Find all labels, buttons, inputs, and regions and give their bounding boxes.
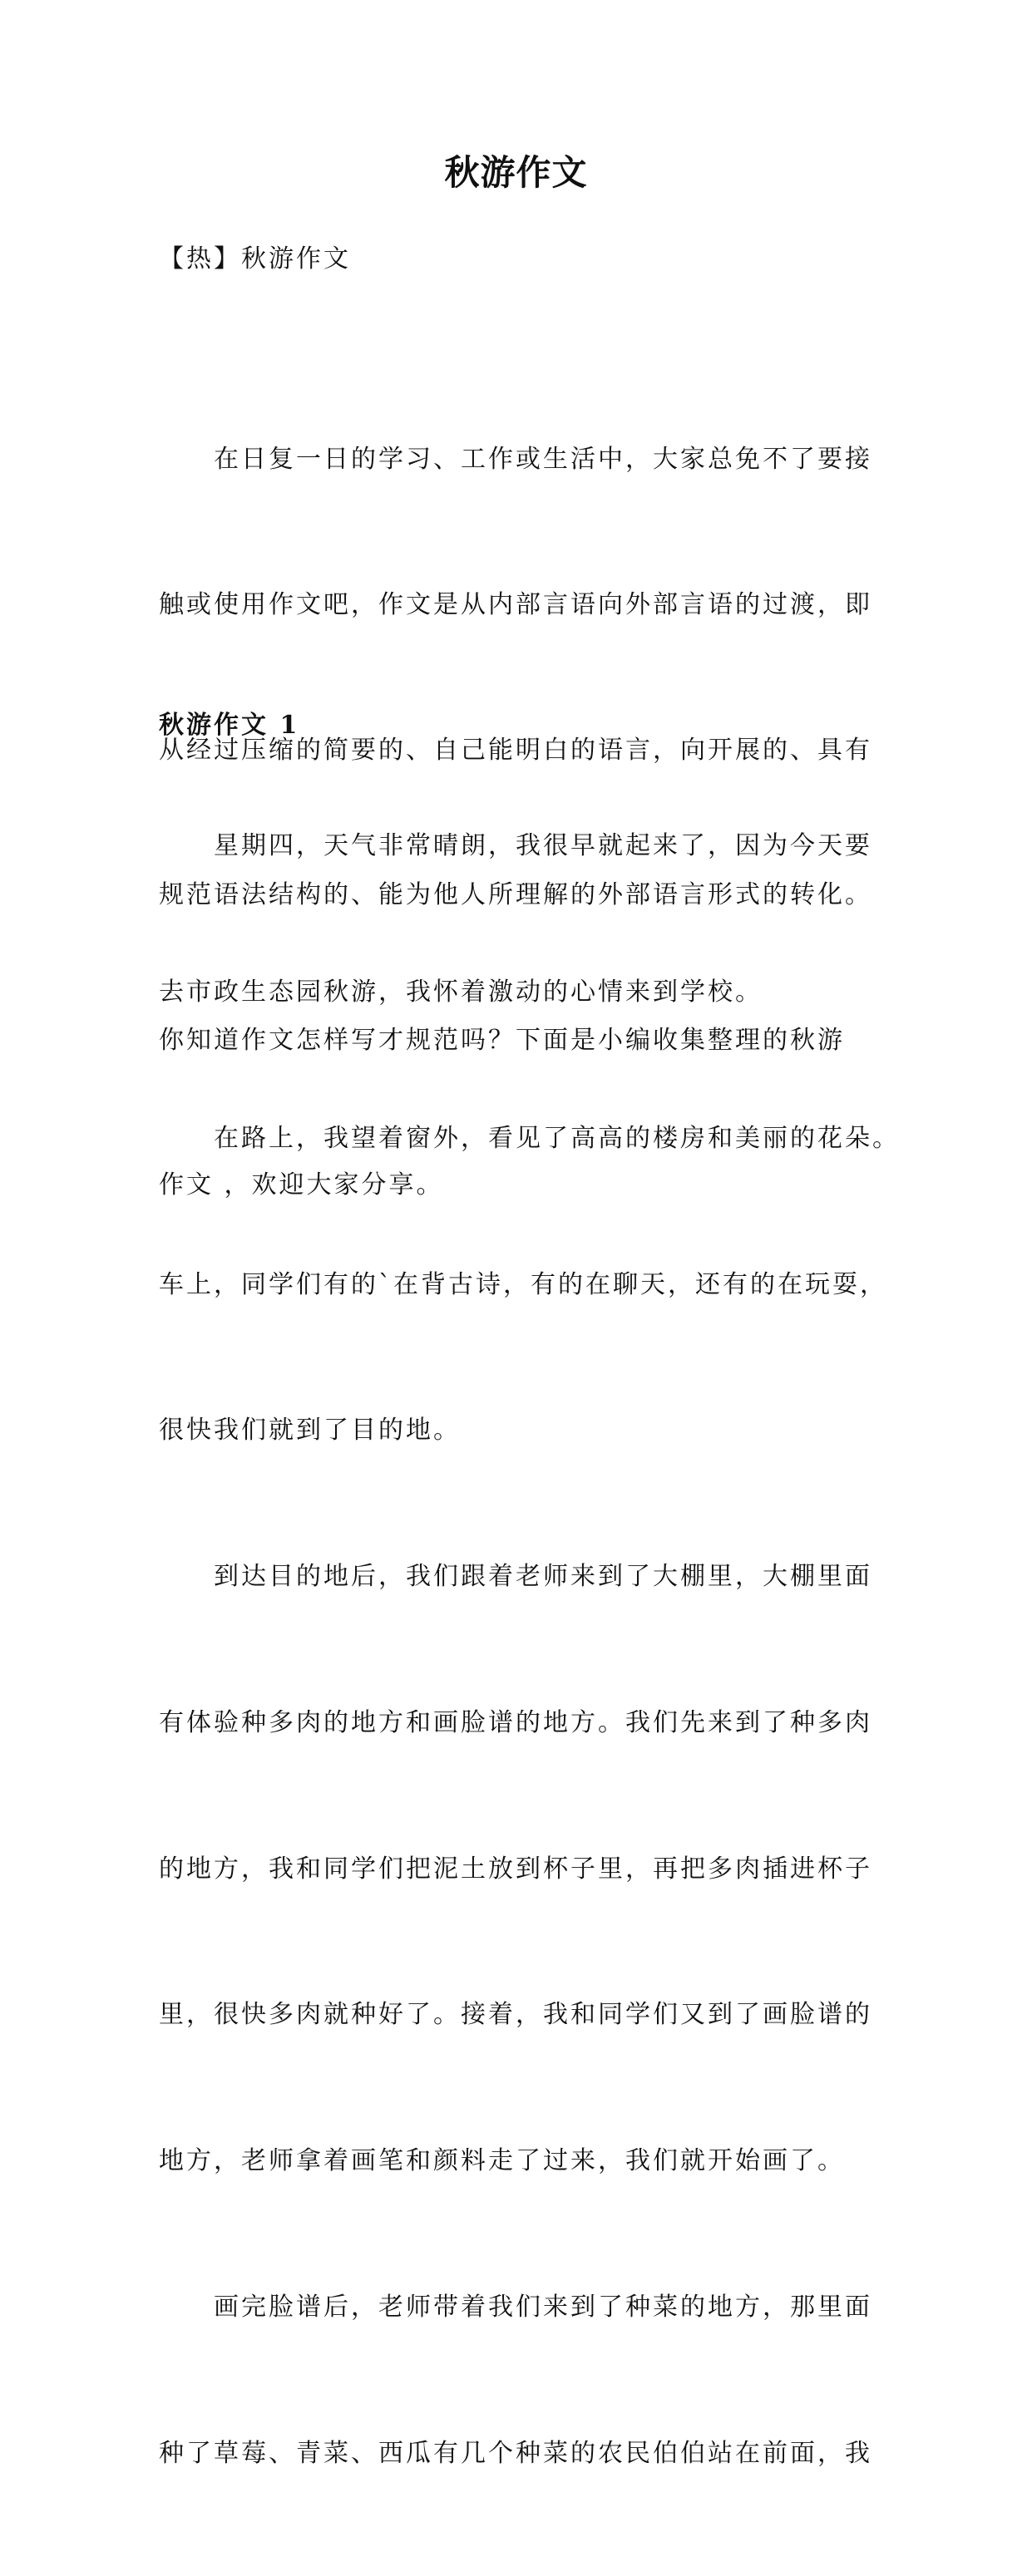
story-line: 画完脸谱后，老师带着我们来到了种菜的地方，那里面 (159, 2293, 872, 2322)
intro-line: 你知道作文怎样写才规范吗？下面是小编收集整理的秋游 (159, 1025, 845, 1055)
document-title: 秋游作文 (444, 152, 588, 194)
story-paragraphs (159, 725, 900, 2576)
intro-line: 在日复一日的学习、工作或生活中，大家总免不了要接 (159, 445, 872, 475)
intro-line: 从经过压缩的简要的、自己能明白的语言，向开展的、具有 (159, 735, 872, 765)
story-line: 地方，老师拿着画笔和颜料走了过来，我们就开始画了。 (159, 2146, 845, 2176)
story-line: 在路上，我望着窗外，看见了高高的楼房和美丽的花朵。 (159, 1123, 900, 1153)
intro-line: 作文 ，欢迎大家分享。 (159, 1170, 444, 1200)
intro-line: 规范语法结构的、能为他人所理解的外部语言形式的转化。 (159, 880, 872, 910)
story-line: 到达目的地后，我们跟着老师来到了大棚里，大棚里面 (159, 1562, 872, 1592)
section-heading: 秋游作文 1 (159, 710, 300, 740)
story-line: 车上，同学们有的`在背古诗，有的在聊天，还有的在玩耍， (159, 1269, 887, 1299)
story-line: 的地方，我和同学们把泥土放到杯子里，再把多肉插进杯子 (159, 1854, 872, 1884)
document-subtitle: 【热】秋游作文 (159, 244, 351, 273)
story-line: 去市政生态园秋游，我怀着激动的心情来到学校。 (159, 977, 763, 1007)
intro-line: 触或使用作文吧，作文是从内部言语向外部言语的过渡，即 (159, 590, 872, 619)
story-line: 星期四，天气非常晴朗，我很早就起来了，因为今天要 (159, 831, 872, 861)
story-line: 里，很快多肉就种好了。接着，我和同学们又到了画脸谱的 (159, 2000, 872, 2030)
story-line: 很快我们就到了目的地。 (159, 1416, 461, 1446)
story-line: 种了草莓、青菜、西瓜有几个种菜的农民伯伯站在前面，我 (159, 2438, 872, 2468)
story-line: 有体验种多肉的地方和画脸谱的地方。我们先来到了种多肉 (159, 1707, 872, 1737)
